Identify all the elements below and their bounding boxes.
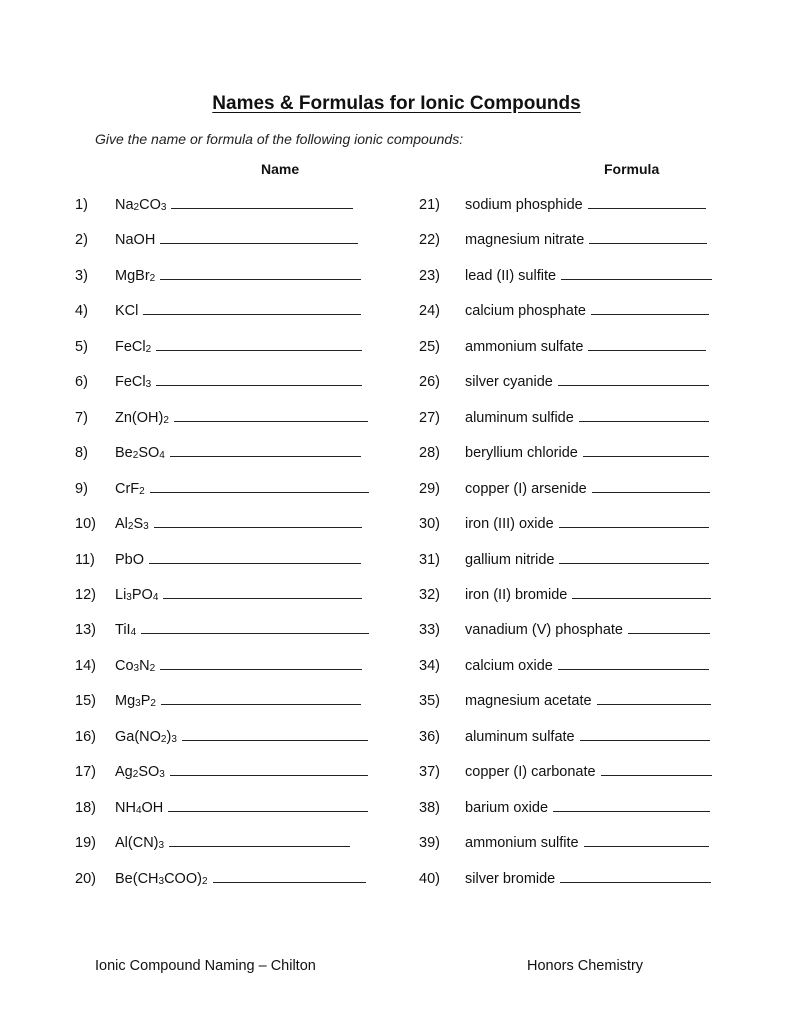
compound-name: aluminum sulfate xyxy=(465,728,575,745)
compound-formula: FeCl$_3$ xyxy=(115,374,152,391)
answer-blank[interactable] xyxy=(583,455,709,457)
compound-formula: $Zn(OH)_2$ xyxy=(115,409,169,426)
compound-formula: $Be_2SO_4$ xyxy=(115,445,165,462)
answer-blank[interactable] xyxy=(628,632,710,634)
question-number: 39) xyxy=(419,835,440,852)
question-number: 36) xyxy=(419,728,440,745)
question-number: 25) xyxy=(419,338,440,355)
question-row xyxy=(419,794,710,816)
question-number: 3) xyxy=(75,267,88,284)
answer-blank[interactable] xyxy=(150,491,369,493)
answer-blank[interactable] xyxy=(589,242,707,244)
answer-blank[interactable] xyxy=(558,668,709,670)
answer-blank[interactable] xyxy=(160,278,361,280)
question-row xyxy=(419,758,712,780)
compound-name: magnesium acetate xyxy=(465,693,592,710)
compound-name: ammonium sulfite xyxy=(465,835,579,852)
question-number: 37) xyxy=(419,764,440,781)
compound-formula: KCl xyxy=(115,303,139,320)
question-row xyxy=(75,687,361,709)
compound-formula: $Be(CH_3COO)_2$ xyxy=(115,870,208,887)
question-number: 26) xyxy=(419,374,440,391)
answer-blank[interactable] xyxy=(143,313,361,315)
question-number: 34) xyxy=(419,657,440,674)
question-row xyxy=(75,226,358,248)
question-row xyxy=(419,581,711,603)
question-number: 22) xyxy=(419,232,440,249)
question-row xyxy=(75,829,350,851)
answer-blank[interactable] xyxy=(588,349,706,351)
compound-name: silver bromide xyxy=(465,870,556,887)
question-number: 24) xyxy=(419,303,440,320)
question-number: 18) xyxy=(75,799,96,816)
question-number: 16) xyxy=(75,728,96,745)
question-row xyxy=(75,723,368,745)
answer-blank[interactable] xyxy=(163,597,362,599)
question-row xyxy=(75,581,362,603)
compound-formula: $Li_3PO_4$ xyxy=(115,586,159,603)
compound-formula: PbO xyxy=(115,551,145,568)
instructions: Give the name or formula of the following ionic compounds: xyxy=(95,131,464,147)
question-row xyxy=(75,297,361,319)
question-number: 1) xyxy=(75,197,88,213)
answer-blank[interactable] xyxy=(160,242,358,244)
compound-name: magnesium nitrate xyxy=(465,232,585,249)
question-number: 23) xyxy=(419,267,440,284)
answer-blank[interactable] xyxy=(154,526,362,528)
answer-blank[interactable] xyxy=(588,207,706,209)
answer-blank[interactable] xyxy=(597,703,711,705)
answer-blank[interactable] xyxy=(558,384,709,386)
column-header-name: Name xyxy=(261,161,300,177)
answer-blank[interactable] xyxy=(553,810,710,812)
answer-blank[interactable] xyxy=(168,810,368,812)
answer-blank[interactable] xyxy=(592,491,710,493)
compound-name: ammonium sulfate xyxy=(465,338,584,355)
compound-name: iron (III) oxide xyxy=(465,516,554,533)
compound-name: vanadium (V) phosphate xyxy=(465,622,623,639)
question-row xyxy=(419,865,711,887)
question-number: 35) xyxy=(419,693,440,710)
question-number: 31) xyxy=(419,551,440,568)
question-number: 8) xyxy=(75,445,88,462)
answer-blank[interactable] xyxy=(559,526,709,528)
question-number: 19) xyxy=(75,835,96,852)
question-row xyxy=(419,652,709,674)
answer-blank[interactable] xyxy=(580,739,710,741)
question-number: 38) xyxy=(419,799,440,816)
question-row xyxy=(75,652,362,674)
question-number: 30) xyxy=(419,516,440,533)
footer-class-name: Honors Chemistry xyxy=(527,958,644,974)
question-number: 29) xyxy=(419,480,440,497)
question-row xyxy=(75,510,362,532)
footer-course-title: Ionic Compound Naming – Chilton xyxy=(95,958,316,974)
question-row xyxy=(75,546,361,568)
question-number: 15) xyxy=(75,693,96,710)
answer-blank[interactable] xyxy=(169,845,350,847)
question-number: 32) xyxy=(419,586,440,603)
compound-formula: $Al_2S_3$ xyxy=(115,516,149,533)
compound-name: copper (I) carbonate xyxy=(465,764,596,781)
question-number: 40) xyxy=(419,870,440,887)
compound-formula: $Co_3N_2$ xyxy=(115,657,156,674)
answer-blank[interactable] xyxy=(572,597,711,599)
question-number: 20) xyxy=(75,870,96,887)
question-number: 17) xyxy=(75,764,96,781)
question-row xyxy=(419,723,710,745)
column-header-formula: Formula xyxy=(604,161,660,177)
question-row xyxy=(419,191,706,213)
compound-formula: $Na_2CO_3$ xyxy=(115,197,167,213)
question-number: 27) xyxy=(419,409,440,426)
question-row xyxy=(419,687,711,709)
answer-blank[interactable] xyxy=(561,278,712,280)
answer-blank[interactable] xyxy=(141,632,369,634)
question-number: 10) xyxy=(75,516,96,533)
question-row xyxy=(75,794,368,816)
answer-blank[interactable] xyxy=(182,739,368,741)
question-row xyxy=(419,297,709,319)
compound-formula: NaOH xyxy=(115,232,156,249)
question-row xyxy=(75,262,361,284)
question-row xyxy=(419,226,707,248)
answer-blank[interactable] xyxy=(601,774,712,776)
compound-formula: CrF$_2$ xyxy=(115,480,145,497)
compound-name: iron (II) bromide xyxy=(465,586,568,603)
question-number: 4) xyxy=(75,303,88,320)
answer-blank[interactable] xyxy=(170,774,368,776)
question-number: 7) xyxy=(75,409,88,426)
answer-blank[interactable] xyxy=(149,562,361,564)
question-row xyxy=(419,439,709,461)
question-row xyxy=(75,758,368,780)
question-row xyxy=(75,616,369,638)
answer-blank[interactable] xyxy=(156,384,362,386)
question-number: 6) xyxy=(75,374,88,391)
answer-blank[interactable] xyxy=(559,562,709,564)
compound-name: sodium phosphide xyxy=(465,197,583,213)
question-number: 11) xyxy=(75,551,95,568)
compound-name: barium oxide xyxy=(465,799,549,816)
compound-formula: $Al(CN)_3$ xyxy=(115,835,165,852)
question-number: 21) xyxy=(419,197,440,213)
question-row xyxy=(75,368,362,390)
compound-formula: TiI$_4$ xyxy=(115,622,137,639)
compound-formula: $Ga(NO_2)_3$ xyxy=(115,728,177,745)
compound-name: lead (II) sulfite xyxy=(465,267,557,284)
compound-formula: FeCl$_2$ xyxy=(115,338,152,355)
question-number: 2) xyxy=(75,232,88,249)
question-row xyxy=(75,404,368,426)
question-row xyxy=(75,191,353,213)
question-row xyxy=(419,368,709,390)
compound-name: gallium nitride xyxy=(465,551,555,568)
answer-blank[interactable] xyxy=(160,668,362,670)
question-number: 13) xyxy=(75,622,96,639)
question-row xyxy=(75,333,362,355)
compound-name: silver cyanide xyxy=(465,374,553,391)
question-number: 14) xyxy=(75,657,96,674)
answer-blank[interactable] xyxy=(156,349,362,351)
compound-formula: $Ag_2SO_3$ xyxy=(115,764,165,781)
question-number: 9) xyxy=(75,480,88,497)
compound-formula: MgBr$_2$ xyxy=(115,267,156,284)
answer-blank[interactable] xyxy=(560,881,711,883)
question-number: 28) xyxy=(419,445,440,462)
answer-blank[interactable] xyxy=(579,420,709,422)
question-row xyxy=(419,510,709,532)
answer-blank[interactable] xyxy=(161,703,361,705)
question-row xyxy=(75,439,361,461)
compound-formula: $Mg_3P_2$ xyxy=(115,693,156,710)
question-row xyxy=(419,475,710,497)
question-number: 5) xyxy=(75,338,88,355)
compound-formula: $NH_4OH$ xyxy=(115,799,164,816)
question-row xyxy=(419,404,709,426)
answer-blank[interactable] xyxy=(170,455,361,457)
answer-blank[interactable] xyxy=(174,420,368,422)
compound-name: calcium phosphate xyxy=(465,303,586,320)
question-row xyxy=(419,546,709,568)
answer-blank[interactable] xyxy=(171,207,353,209)
question-row xyxy=(419,829,709,851)
question-row xyxy=(75,865,366,887)
question-row xyxy=(419,333,706,355)
answer-blank[interactable] xyxy=(584,845,709,847)
question-number: 33) xyxy=(419,622,440,639)
compound-name: copper (I) arsenide xyxy=(465,480,587,497)
question-row xyxy=(75,475,369,497)
question-number: 12) xyxy=(75,586,96,603)
question-row xyxy=(419,616,710,638)
answer-blank[interactable] xyxy=(213,881,367,883)
page-title: Names & Formulas for Ionic Compounds xyxy=(212,93,581,114)
compound-name: beryllium chloride xyxy=(465,445,578,462)
compound-name: aluminum sulfide xyxy=(465,409,574,426)
compound-name: calcium oxide xyxy=(465,657,553,674)
answer-blank[interactable] xyxy=(591,313,709,315)
question-row xyxy=(419,262,712,284)
